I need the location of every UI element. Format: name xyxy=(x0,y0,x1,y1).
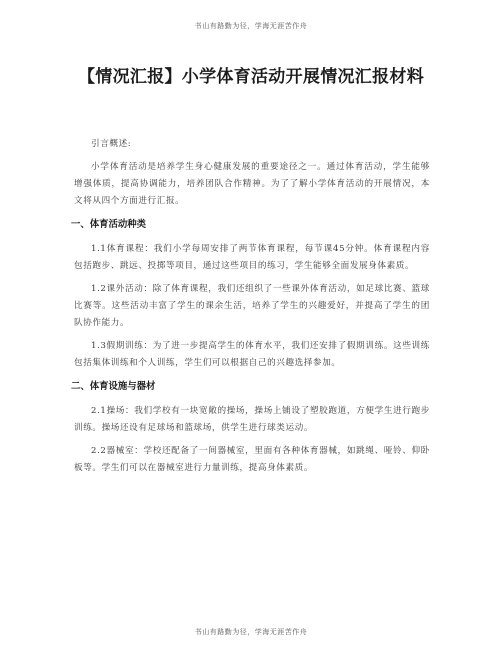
intro-label: 引言概述: xyxy=(91,139,132,149)
document-body xyxy=(71,136,430,483)
intro-paragraph: 小学体育活动是培养学生身心健康发展的重要途径之一。通过体育活动，学生能够增强体质，提高协调能力，培养团队合作精神。为了了解小学体育活动的开展情况，本文将从四个方面进行汇报。 xyxy=(74,162,430,206)
paragraph-1-1: 1.1体育课程：我们小学每周安排了两节体育课程，每节课45分钟。体育课程内容包括跑步、跳远、投掷等项目，通过这些项目的练习，学生能够全面发展身体素质。 xyxy=(74,244,430,271)
footer-motto: 书山有路勤为径，学海无涯苦作舟 xyxy=(194,628,308,636)
paragraph-2-2: 2.2器械室：学校还配备了一间器械室，里面有各种体育器械，如跳绳、哑铃、仰卧板等。学生们可以在器械室进行力量训练，提高身体素质。 xyxy=(74,446,430,473)
paragraph-2-1: 2.1操场：我们学校有一块宽敞的操场，操场上铺设了塑胶跑道，方便学生进行跑步训练。操场还设有足球场和篮球场，供学生进行球类运动。 xyxy=(74,406,430,433)
paragraph-1-3: 1.3假期训练：为了进一步提高学生的体育水平，我们还安排了假期训练。这些训练包括集体训练和个人训练，学生们可以根据自己的兴趣选择参加。 xyxy=(74,341,430,368)
document-title: 【情况汇报】小学体育活动开展情况汇报材料 xyxy=(78,67,424,87)
section-heading-facilities: 二、体育设施与器材 xyxy=(71,381,156,392)
header-motto: 书山有路勤为径，学海无涯苦作舟 xyxy=(194,22,308,30)
paragraph-1-2: 1.2课外活动：除了体育课程，我们还组织了一些课外体育活动，如足球比赛、篮球比赛等。这些活动丰富了学生的课余生活，培养了学生的兴趣爱好，并提高了学生的团队协作能力。 xyxy=(74,284,430,328)
section-heading-activity-types: 一、体育活动种类 xyxy=(71,219,147,230)
